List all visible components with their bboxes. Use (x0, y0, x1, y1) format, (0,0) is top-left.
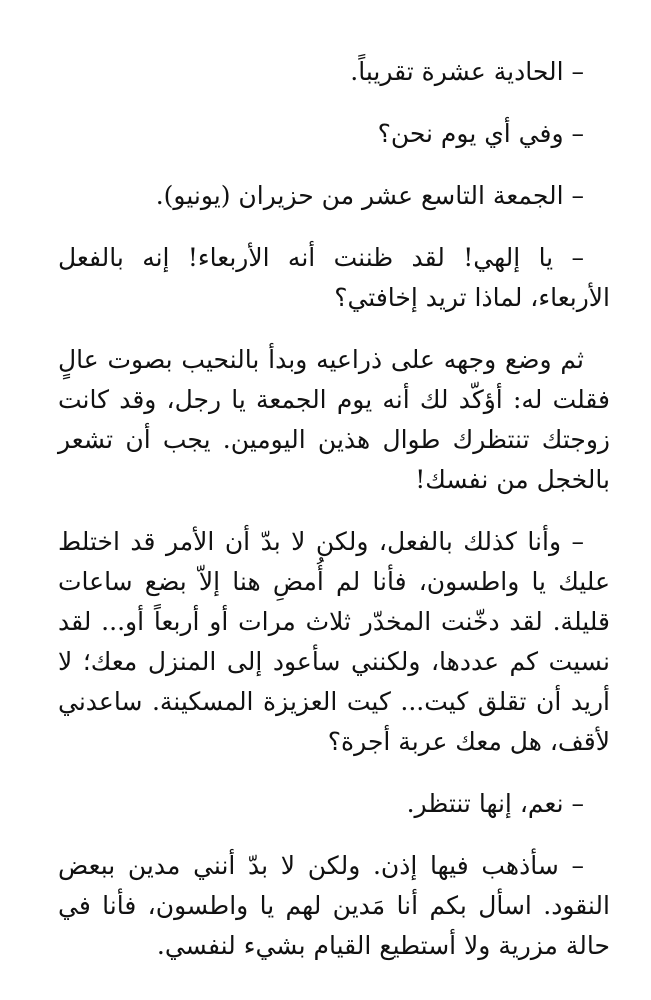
dialogue-line-1: – الحادية عشرة تقريباً. (350, 57, 584, 86)
narration-paragraph: ثم وضع وجهه على ذراعيه وبدأ بالنحيب بصوت عالٍ فقلت له: أؤكّد لك أنه يوم الجمعة يا رجل، وقد كانت زوجتك تنتظرك طوال هذين اليومين. يجب أن تشعر بالخجل من نفسك! (58, 345, 610, 494)
dialogue-line-3: – الجمعة التاسع عشر من حزيران (يونيو). (155, 181, 584, 210)
dialogue-line-2: – وفي أي يوم نحن؟ (377, 119, 584, 148)
book-page (58, 52, 610, 988)
dialogue-line-5: – وأنا كذلك بالفعل، ولكن لا بدّ أن الأمر قد اختلط عليك يا واطسون، فأنا لم أُمضِ هنا إلاّ بضع ساعات قليلة. لقد دخّنت المخدّر ثلاث مرات أو أربعاً أو... لقد نسيت كم عددها، ولكنني سأعود إلى المنزل معك؛ لا أريد أن تقلق كيت... كيت العزيزة المسكينة. ساعدني لأقف، هل معك عربة أجرة؟ (58, 527, 610, 756)
dialogue-line-4: – يا إلهي! لقد ظننت أنه الأربعاء! إنه بالفعل الأربعاء، لماذا تريد إخافتي؟ (58, 243, 610, 312)
dialogue-line-6: – نعم، إنها تنتظر. (406, 789, 584, 818)
dialogue-line-7: – سأذهب فيها إذن. ولكن لا بدّ أنني مدين ببعض النقود. اسأل بكم أنا مَدين لهم يا واطسون، فأنا في حالة مزرية ولا أستطيع القيام بشيء لنفسي. (58, 851, 610, 960)
